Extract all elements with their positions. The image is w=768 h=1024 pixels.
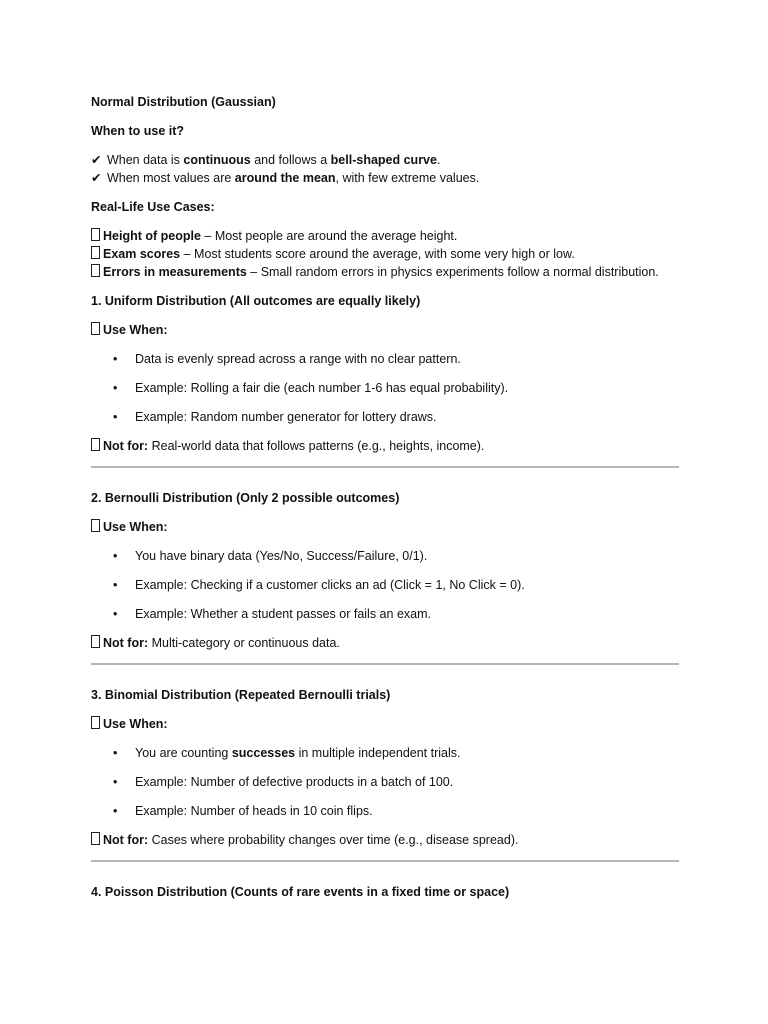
document-page (91, 93, 679, 912)
list-item: • Data is evenly spread across a range with no clear pattern. (113, 352, 461, 366)
bernoulli-title: 2. Bernoulli Distribution (Only 2 possible outcomes) (91, 491, 400, 505)
list-item: • Example: Random number generator for lottery draws. (113, 410, 437, 424)
placeholder-glyph-icon (91, 438, 100, 451)
list-item: • Example: Number of heads in 10 coin flips. (113, 804, 373, 818)
not-for-line: Not for: Cases where probability changes over time (e.g., disease spread). (91, 831, 679, 849)
checkmark-icon: ✔ (91, 171, 102, 185)
use-when-heading: Use When: (91, 518, 679, 536)
placeholder-glyph-icon (91, 246, 100, 259)
use-case-item: Height of people – Most people are around the average height. (91, 227, 679, 245)
use-when-heading: Use When: (91, 321, 679, 339)
when-to-use-heading: When to use it? (91, 124, 185, 138)
divider (91, 663, 679, 665)
list-item: • Example: Number of defective products in a batch of 100. (113, 775, 454, 789)
when-to-use-list (91, 151, 679, 187)
list-item: • Example: Checking if a customer clicks an ad (Click = 1, No Click = 0). (113, 578, 525, 592)
placeholder-glyph-icon (91, 635, 100, 648)
use-when-list (91, 547, 679, 623)
use-when-list (91, 744, 679, 820)
use-when-heading: Use When: (91, 715, 679, 733)
checkmark-icon: ✔ (91, 153, 102, 167)
list-item: • You have binary data (Yes/No, Success/Failure, 0/1). (113, 549, 428, 563)
placeholder-glyph-icon (91, 228, 100, 241)
binomial-title: 3. Binomial Distribution (Repeated Bernoulli trials) (91, 688, 391, 702)
bullet-icon: • (113, 607, 118, 621)
use-case-item: Exam scores – Most students score around the average, with some very high or low. (91, 245, 679, 263)
bullet-icon: • (113, 381, 118, 395)
use-cases-heading: Real-Life Use Cases: (91, 200, 215, 214)
bullet-icon: • (113, 775, 118, 789)
placeholder-glyph-icon (91, 832, 100, 845)
bullet-icon: • (113, 746, 118, 760)
placeholder-glyph-icon (91, 519, 100, 532)
bullet-icon: • (113, 549, 118, 563)
use-when-list (91, 350, 679, 426)
divider (91, 860, 679, 862)
list-item: • Example: Rolling a fair die (each number 1-6 has equal probability). (113, 381, 509, 395)
placeholder-glyph-icon (91, 716, 100, 729)
bullet-icon: • (113, 352, 118, 366)
bullet-icon: • (113, 804, 118, 818)
uniform-title: 1. Uniform Distribution (All outcomes are equally likely) (91, 294, 421, 308)
not-for-line: Not for: Real-world data that follows patterns (e.g., heights, income). (91, 437, 679, 455)
use-case-item: Errors in measurements – Small random errors in physics experiments follow a normal distribution. (91, 263, 679, 281)
list-item: • Example: Whether a student passes or fails an exam. (113, 607, 431, 621)
list-item: • You are counting successes in multiple independent trials. (113, 746, 461, 760)
use-cases-list (91, 227, 679, 281)
placeholder-glyph-icon (91, 264, 100, 277)
bullet-icon: • (113, 578, 118, 592)
placeholder-glyph-icon (91, 322, 100, 335)
not-for-line: Not for: Multi-category or continuous data. (91, 634, 679, 652)
bullet-icon: • (113, 410, 118, 424)
divider (91, 466, 679, 468)
check-line: ✔ When most values are around the mean, with few extreme values. (91, 171, 480, 185)
poisson-title: 4. Poisson Distribution (Counts of rare events in a fixed time or space) (91, 885, 510, 899)
check-line: ✔ When data is continuous and follows a bell-shaped curve. (91, 153, 441, 167)
normal-title: Normal Distribution (Gaussian) (91, 95, 276, 109)
